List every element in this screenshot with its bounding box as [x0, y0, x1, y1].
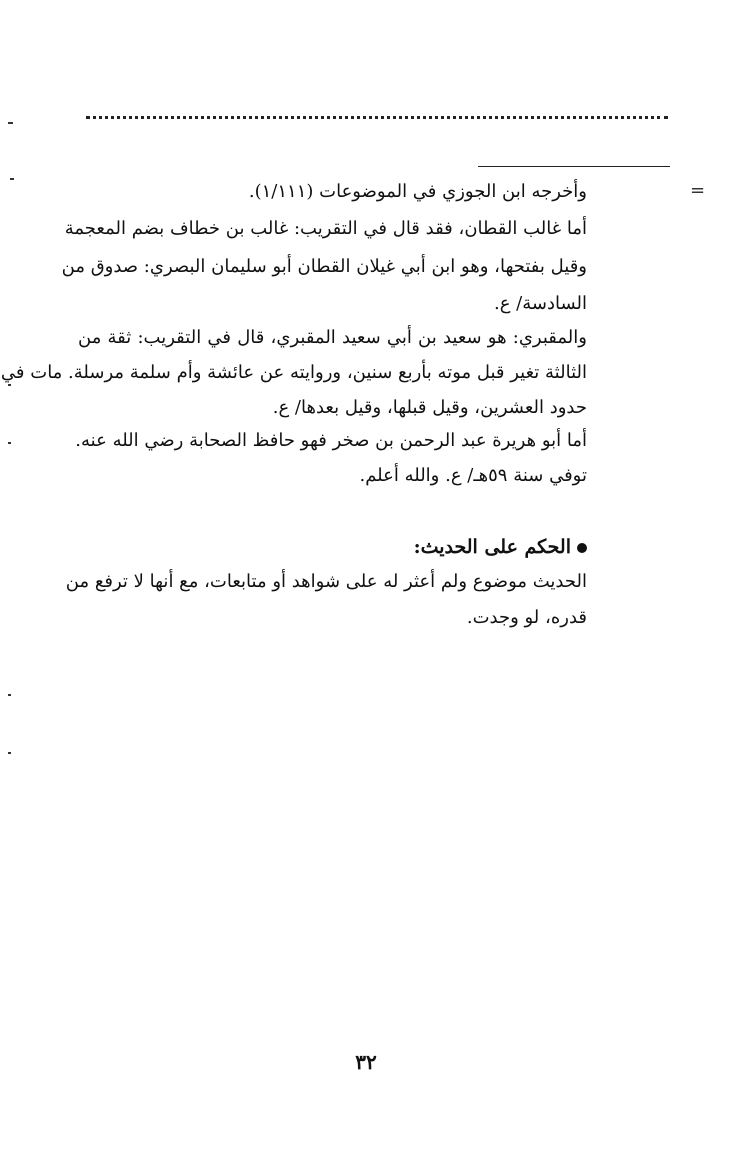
ruling-line: الحديث موضوع ولم أعثر له على شواهد أو متابعات، مع أنها لا ترفع من: [65, 571, 587, 592]
paragraph-line: أما غالب القطان، فقد قال في التقريب: غالب بن خطاف بضم المعجمة: [64, 218, 587, 239]
paragraph-line: توفي سنة ٥٩هـ/ ع. والله أعلم.: [359, 465, 587, 486]
paragraph-line: حدود العشرين، وقيل قبلها، وقيل بعدها/ ع.: [272, 397, 587, 418]
bullet-icon: [577, 543, 587, 553]
equals-mark: =: [690, 180, 706, 201]
paragraph-line: السادسة/ ع.: [493, 293, 587, 314]
margin-tick: [8, 694, 11, 696]
page-number: ٣٢: [355, 1050, 377, 1074]
ruling-line: قدره، لو وجدت.: [466, 607, 587, 628]
paragraph-line: وقيل بفتحها، وهو ابن أبي غيلان القطان أبو سليمان البصري: صدوق من: [61, 256, 587, 277]
paragraph-line: الثالثة تغير قبل موته بأربع سنين، وروايته عن عائشة وأم سلمة مرسلة. مات في: [0, 362, 587, 383]
margin-tick: [8, 442, 11, 444]
margin-tick: [8, 122, 13, 124]
paragraph-line: والمقبري: هو سعيد بن أبي سعيد المقبري، قال في التقريب: ثقة من: [78, 327, 587, 348]
margin-tick: [10, 178, 14, 180]
footnote-line: وأخرجه ابن الجوزي في الموضوعات (١/١١١).: [248, 181, 587, 202]
dotted-separator: [86, 116, 668, 129]
margin-tick: [8, 752, 11, 754]
ruling-heading-text: الحكم على الحديث:: [413, 536, 571, 558]
paragraph-line: أما أبو هريرة عبد الرحمن بن صخر فهو حافظ الصحابة رضي الله عنه.: [75, 430, 587, 451]
footnote-rule: [478, 166, 670, 167]
ruling-heading: [414, 530, 587, 564]
